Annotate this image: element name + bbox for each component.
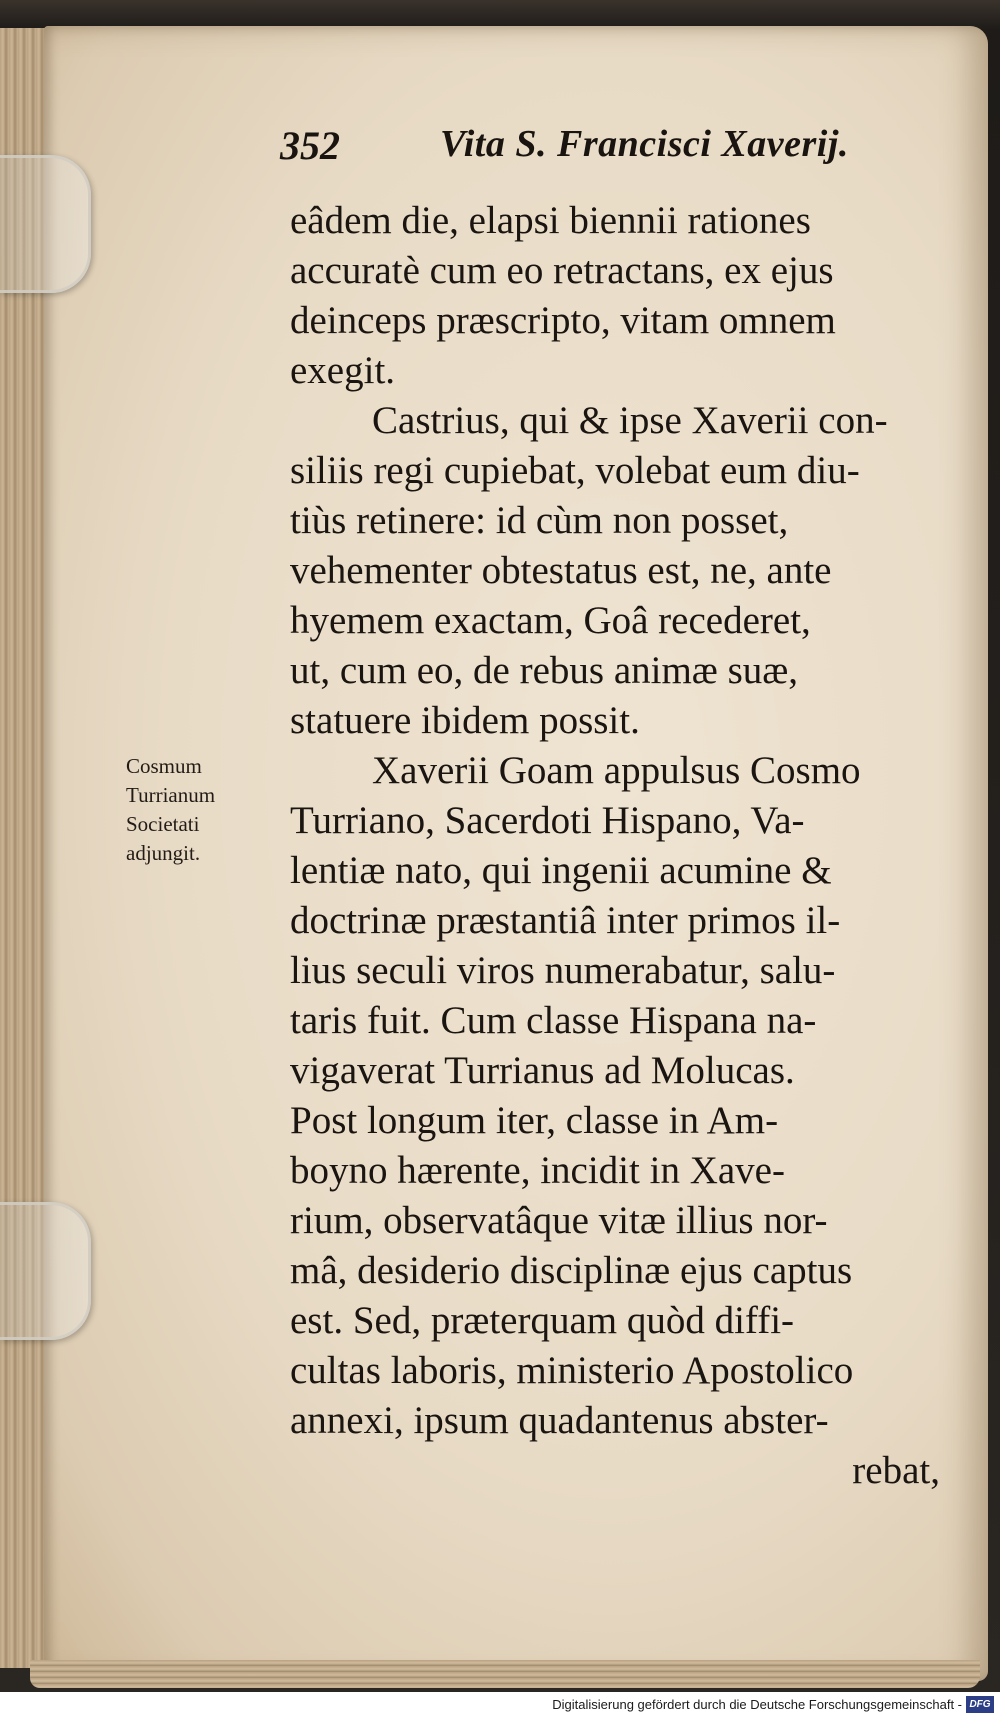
text-line: exegit. [290,349,396,392]
dfg-logo: DFG [966,1696,994,1713]
text-line: statuere ibidem possit. [290,699,640,742]
text-line: Post longum iter, classe in Am- [290,1099,779,1142]
text-line: lius seculi viros numerabatur, salu- [290,949,836,992]
text-line: siliis regi cupiebat, volebat eum diu- [290,449,860,492]
page-header [280,118,920,178]
text-line: accuratè cum eo retractans, ex ejus [290,249,834,292]
marginal-note-line: Turrianum [126,783,216,807]
text-line: mâ, desiderio disciplinæ ejus captus [290,1249,853,1292]
page-holder-clip-top [0,155,91,293]
text-line: annexi, ipsum quadantenus abster- [290,1399,829,1442]
text-line: Turriano, Sacerdoti Hispano, Va- [290,799,805,842]
page-holder-clip-bottom [0,1202,91,1340]
running-title: Vita S. Francisci Xaverij. [440,123,849,165]
main-text-block [290,196,940,1496]
text-line: rium, observatâque vitæ illius nor- [290,1199,828,1242]
text-line: Castrius, qui & ipse Xaverii con- [372,399,888,442]
text-line: vehementer obtestatus est, ne, ante [290,549,832,592]
marginal-note-line: Cosmum [126,754,202,778]
text-line: hyemem exactam, Goâ recederet, [290,599,811,642]
text-line: vigaverat Turrianus ad Molucas. [290,1049,795,1092]
text-line: ut, cum eo, de rebus animæ suæ, [290,649,799,692]
text-line: lentiæ nato, qui ingenii acumine & [290,849,832,892]
text-line: eâdem die, elapsi biennii rationes [290,199,811,242]
text-line: cultas laboris, ministerio Apostolico [290,1349,854,1392]
text-line: boyno hærente, incidit in Xave- [290,1149,785,1192]
marginal-note-line: Societati [126,812,200,836]
page-bottom-edge [30,1660,980,1688]
catchword: rebat, [852,1449,940,1492]
page-number: 352 [280,123,340,168]
text-line: tiùs retinere: id cùm non posset, [290,499,789,542]
text-line: taris fuit. Cum classe Hispana na- [290,999,817,1042]
text-line: est. Sed, præterquam quòd diffi- [290,1299,795,1342]
text-line: deinceps præscripto, vitam omnem [290,299,836,342]
funding-credit: Digitalisierung gefördert durch die Deutsche Forschungsgemeinschaft - [552,1697,962,1712]
text-line: doctrinæ præstantiâ inter primos il- [290,899,841,942]
digitization-footer [0,1692,1000,1718]
marginal-note-line: adjungit. [126,841,201,865]
marginal-note [126,752,286,868]
text-line: Xaverii Goam appulsus Cosmo [372,749,861,792]
